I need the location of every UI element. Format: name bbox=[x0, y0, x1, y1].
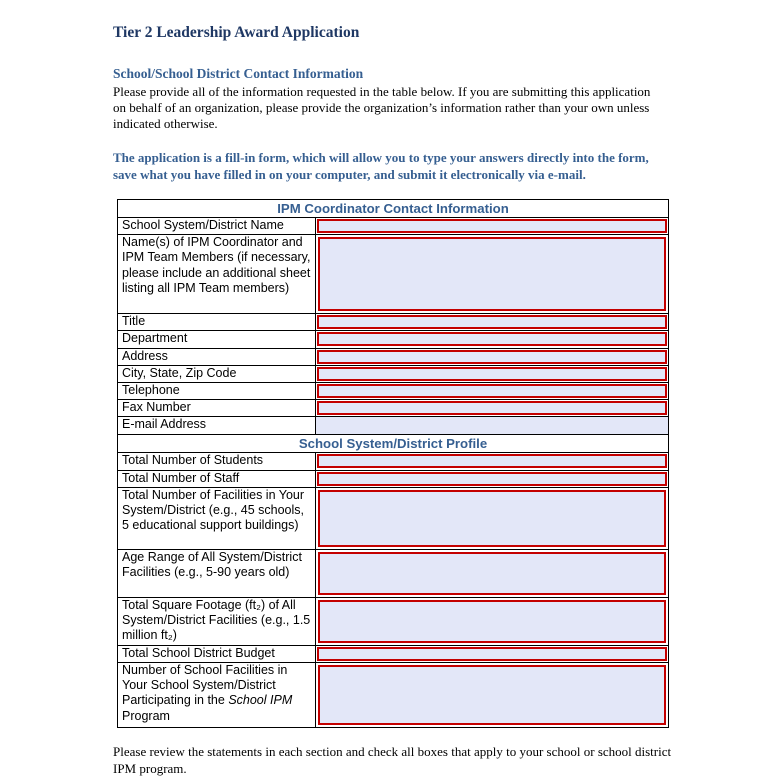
row-label: Title bbox=[118, 314, 316, 331]
section1-header: IPM Coordinator Contact Information bbox=[118, 200, 669, 218]
total-students-input[interactable] bbox=[317, 454, 667, 468]
section2-header: School System/District Profile bbox=[118, 435, 669, 453]
table-row bbox=[118, 348, 669, 365]
telephone-input[interactable] bbox=[317, 384, 667, 398]
table-row bbox=[118, 417, 669, 435]
row-label: City, State, Zip Code bbox=[118, 365, 316, 382]
row-label: Department bbox=[118, 331, 316, 348]
row-label: Address bbox=[118, 348, 316, 365]
table-row bbox=[118, 200, 669, 218]
table-row bbox=[118, 383, 669, 400]
city-state-zip-input[interactable] bbox=[317, 367, 667, 381]
row-label: Total Number of Staff bbox=[118, 470, 316, 487]
square-footage-textarea[interactable] bbox=[318, 600, 666, 643]
row-label-part: Number of School Facilities in Your School System/District Participating in the bbox=[122, 663, 288, 708]
table-row bbox=[118, 487, 669, 549]
table-row bbox=[118, 218, 669, 235]
row-label: Telephone bbox=[118, 383, 316, 400]
row-label-program-name: School IPM bbox=[228, 693, 293, 708]
fillin-note-paragraph: The application is a fill-in form, which will allow you to type your answers directly into the form, save what you have filled in on your computer, and submit it electronically via e-mail. bbox=[113, 150, 649, 182]
footer-paragraph: Please review the statements in each section and check all boxes that apply to your school or school district IPM program. bbox=[113, 744, 672, 776]
title-input[interactable] bbox=[317, 315, 667, 329]
participating-facilities-textarea[interactable] bbox=[318, 665, 666, 725]
age-range-textarea[interactable] bbox=[318, 552, 666, 595]
row-label: Total School District Budget bbox=[118, 645, 316, 662]
ipm-coordinator-names-textarea[interactable] bbox=[318, 237, 666, 311]
email-address-field[interactable] bbox=[316, 417, 668, 434]
row-label: E-mail Address bbox=[118, 417, 316, 435]
table-row bbox=[118, 549, 669, 597]
table-row bbox=[118, 314, 669, 331]
row-label bbox=[118, 663, 316, 728]
table-row bbox=[118, 470, 669, 487]
school-system-district-name-input[interactable] bbox=[317, 219, 667, 233]
row-label: Fax Number bbox=[118, 400, 316, 417]
table-row bbox=[118, 365, 669, 382]
row-label: Total Square Footage (ft₂) of All System/District Facilities (e.g., 1.5 million ft₂) bbox=[118, 597, 316, 645]
address-input[interactable] bbox=[317, 350, 667, 364]
table-row bbox=[118, 435, 669, 453]
contact-info-table bbox=[117, 199, 669, 728]
row-label: Name(s) of IPM Coordinator and IPM Team Members (if necessary, please include an additional sheet listing all IPM Team members) bbox=[118, 235, 316, 314]
table-row bbox=[118, 663, 669, 728]
table-row bbox=[118, 400, 669, 417]
row-label: Age Range of All System/District Facilities (e.g., 5-90 years old) bbox=[118, 549, 316, 597]
section-heading: School/School District Contact Information bbox=[113, 66, 364, 81]
row-label: Total Number of Facilities in Your System/District (e.g., 45 schools, 5 educational support buildings) bbox=[118, 487, 316, 549]
district-budget-input[interactable] bbox=[317, 647, 667, 661]
table-row bbox=[118, 331, 669, 348]
total-staff-input[interactable] bbox=[317, 472, 667, 486]
total-facilities-textarea[interactable] bbox=[318, 490, 666, 547]
department-input[interactable] bbox=[317, 332, 667, 346]
table-row bbox=[118, 597, 669, 645]
fax-number-input[interactable] bbox=[317, 401, 667, 415]
table-row bbox=[118, 235, 669, 314]
row-label-part: Program bbox=[122, 708, 170, 723]
page-title: Tier 2 Leadership Award Application bbox=[113, 24, 360, 41]
intro-paragraph: Please provide all of the information requested in the table below. If you are submitting this application on behalf of an organization, please provide the organization’s information rather than your own unless indicated otherwise. bbox=[113, 84, 651, 131]
table-row bbox=[118, 645, 669, 662]
table-row bbox=[118, 453, 669, 470]
row-label: Total Number of Students bbox=[118, 453, 316, 470]
row-label: School System/District Name bbox=[118, 218, 316, 235]
